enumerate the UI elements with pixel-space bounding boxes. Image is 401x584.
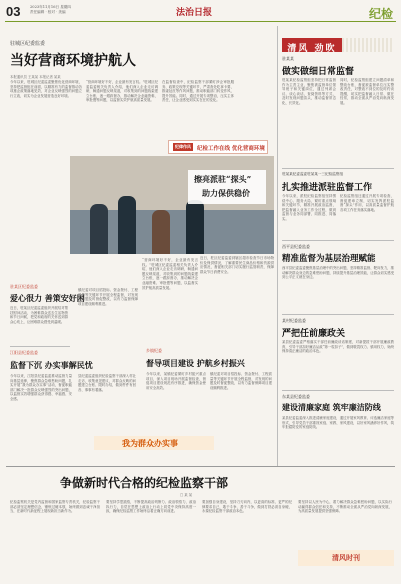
right-divider-2	[282, 240, 394, 241]
right-logo-stripe	[342, 38, 394, 52]
mid-text-1: 今年以来，某镇纪委紧盯乡村振兴重点项目，深入项目现场开展监督检查，督促项目建设规范有序推进，确保资金使用安全高效。	[146, 372, 206, 390]
right-headline-5: 建设清廉家庭 筑牢廉洁防线	[282, 402, 381, 412]
right-kicker-1: 驻某某	[282, 56, 294, 61]
photo-banner-slogan: 纪检工作在线 优化营商环境	[197, 146, 265, 152]
lead-kicker: 驻城区纪委监委	[10, 41, 46, 47]
right-text-4: 某县纪委监委严格落实干部任前廉政谈话制度，对新提拔干部开展廉政教育，引导干部扣好廉洁从政“第一粒扣子”，做到敬畏权力、慎用权力，始终保持清正廉洁的政治本色。	[282, 340, 394, 354]
lead-paragraph-1: 今年以来，驻城区纪委监委聚焦优化营商环境，坚持把监督挺在前面，以精准有力的监督推动各项惠企政策落地见效，对企业反映强烈的问题立行立改，切实为企业发展营造良好环境。	[10, 80, 82, 98]
bottom-rule	[6, 466, 395, 467]
mid-text-upper: 镇纪委对项目招投标、资金拨付、工程质量等关键环节开展全程监督，对发现的问题及时督促整改，以有力监督保障项目建设顺利推进。	[78, 288, 138, 306]
photo-overlay-title: 擦亮派驻“探头”	[194, 174, 252, 184]
left-headline-2: 监督下沉 办实事解民忧	[10, 360, 93, 370]
issue-date: 2023年11月16日 星期四	[30, 5, 71, 9]
photo-overlay-subtitle: 助力保供稳价	[202, 188, 250, 198]
photo-banner	[168, 140, 268, 154]
right-text-2b: 纪检监察组还通过开展专项检查、督促建章立制，切实发挥派驻监督“探头”作用，以高质量监督护航各项工作任务落实落地。	[340, 194, 394, 212]
photo-banner-title: 纪律作风	[175, 144, 191, 149]
left-text-1: 近日，驻某区纪委监委组织开展结对帮扶慰问活动，为困难群众送去生活物资和节日问候，把党和政府的关怀送到群众心坎上，让困难群众感受到温暖。	[10, 306, 68, 324]
header-rule	[5, 21, 396, 22]
page-number: 03	[6, 4, 21, 19]
mid-text-extra: “营商环境好不好，企业最有发言权。”驻城区纪委监委相关负责人介绍，他们深入企业走访调研，畅通问题反映渠道，对收集到的问题线索建立台账，逐一跟踪督办，推动解决企业融资难、审批慢等问题，以监督实效护航高质量发展。	[142, 258, 198, 290]
lead-byline: 本报通讯员 王某某 本报记者 某某	[10, 75, 61, 79]
bottom-col-4: 要坚持以人民为中心，着力解决群众急难愁盼问题，以实际行动赢得群众信任和支持，不断推动全面从严治党向纵深发展，为高质量发展提供坚强保障。	[298, 500, 392, 514]
bottom-col-2: 要坚持学思践悟，不断提高政治判断力、政治领悟力、政治执行力，自觉在思想上政治上行动上同党中央保持高度一致，确保纪检监察工作始终沿着正确方向前进。	[106, 500, 196, 514]
bottom-col-1: 纪检监察机关是党内监督和国家监察专责机关，纪检监察干部必须坚定理想信念，锤炼过硬本领，始终做到忠诚干净担当，在新时代新征程上展现新担当新作为。	[10, 500, 100, 514]
right-headline-2: 扎实推进派驻监督工作	[282, 183, 373, 193]
mid-headline: 督导项目建设 护航乡村振兴	[146, 358, 245, 368]
right-logo: 清风 劲吹	[282, 38, 342, 52]
edition-line: 责任编辑 · 校对 · 美编	[30, 9, 66, 14]
lead-paragraph-3: 在监督检查中，纪检监察干部紧盯涉企审批服务、政策兑现等关键环节，严肃查处吃拿卡要、推诿扯皮等作风问题，推动职能部门转变作风、提升效能。同时，通过开展专项整治，压实主体责任，让企业感受到实实在在的变化。	[162, 80, 234, 103]
promo-band-text: 我为群众办实事	[122, 439, 178, 448]
promo-band	[94, 436, 214, 450]
left-kicker-1: 驻某区纪委监委	[10, 284, 38, 289]
mid-text-2: 镇纪委对项目招投标、资金拨付、工程质量等关键环节开展全程监督，对发现的问题及时督促整改，以有力监督保障项目建设顺利推进。	[210, 372, 272, 390]
right-text-1b: 同时，纪检监察组建立问题清单和整改台账，督促被监督单位压实整改责任，对整改不到位的及时约谈提醒，切实把监督融入日常、做在经常，推动全面从严治党向纵深发展。	[340, 78, 394, 105]
left-divider	[10, 346, 70, 347]
right-divider-4	[282, 390, 394, 391]
right-kicker-3: 西平县纪委监委	[282, 244, 310, 249]
date-line	[30, 5, 110, 14]
left-text-2: 今年以来，江阳县纪委监委推动监督力量向基层延伸，聚焦群众急难愁盼问题，扎实开展“我为群众办实事”活动，督促职能部门解决一批群众反映强烈的突出问题，以监督实效增强群众获得感、幸福感、安全感。	[10, 374, 72, 401]
section-name: 纪检	[368, 7, 393, 21]
bottom-band	[298, 550, 394, 566]
right-headline-3: 精准监督为基层治理赋能	[282, 254, 376, 264]
right-text-2: 今年以来，派驻纪检监察组坚持围绕中心、服务大局，紧盯重点领域和关键环节，精准开展政治监督，把监督融入业务工作全过程，做到监督与业务同部署、同推进、同落实。	[282, 194, 336, 221]
lead-headline: 当好营商环境护航人	[10, 53, 136, 69]
right-kicker-5: 东某县纪委监委	[282, 394, 310, 399]
right-headline-4: 严把任前廉政关	[282, 329, 346, 339]
bottom-headline: 争做新时代合格的纪检监察干部	[60, 476, 229, 490]
bottom-col-3: 要加强自身建设，坚持刀刃向内，以更高的标准、更严的纪律要求自己，敢于斗争、善于斗争，做到打铁必须自身硬，永葆纪检监察干部政治本色。	[202, 500, 292, 514]
right-text-1: 驻某某纪检监察组坚持把日常监督作为主责主业，聚焦被监督单位领导班子和关键岗位，通过列席会议、谈心谈话、查阅资料等方式，及时发现问题苗头，推动监督常态化、长效化。	[282, 78, 336, 105]
right-kicker-4: 某村纪委监委	[282, 318, 306, 323]
right-text-3: 西平县纪委监委聚焦基层治理中的突出问题，坚持精准监督、靶向发力，推动解决群众身边的急难愁盼问题，持续提升基层治理效能，让群众切实感受到公平正义就在身边。	[282, 266, 394, 280]
lead-photo	[70, 156, 274, 254]
right-divider-1	[282, 168, 394, 169]
bottom-band-text: 清风时刊	[332, 554, 360, 562]
right-kicker-2: 驻某某纪委监委驻某某一三纪检监察组	[282, 172, 344, 176]
right-divider-3	[282, 314, 394, 315]
right-text-5: 某县纪委监委深入推进清廉家庭建设，通过开展家风教育、评选廉洁家庭等形式，引导党员干部重视家庭、家教、家风建设，以好家风涵养好作风，筑牢拒腐防变的家庭防线。	[282, 416, 394, 430]
left-kicker-2: 江阳县纪委监委	[10, 350, 38, 355]
left-headline-1: 爱心很力 善策安好困	[10, 293, 85, 303]
photo-caption: 近日，驻区纪委监委到辖区超市检查节日市场物价及保供情况，了解重要民生商品价格和货源供应情况，督促相关部门切实履行监管职责，保障群众节日消费安全。	[200, 256, 274, 274]
column-divider	[277, 26, 278, 466]
mid-kicker: 乡镇纪委	[146, 348, 162, 353]
photo-overlay	[188, 170, 266, 204]
lead-paragraph-2: “营商环境好不好，企业最有发言权。”驻城区纪委监委相关负责人介绍，他们深入企业走访调研，畅通问题反映渠道，对收集到的问题线索建立台账，逐一跟踪督办，推动解决企业融资难、审批慢等问题，以监督实效护航高质量发展。	[86, 80, 158, 103]
newspaper-brand: 法治日报	[176, 8, 213, 18]
left-text-3: 县纪委监委组织纪检监察干部深入村社走访，收集意见建议，对群众反映的问题建立台账、限时办结，做到件件有回音、事事有着落。	[78, 374, 136, 392]
bottom-byline: □ 某 某	[180, 493, 193, 497]
right-headline-1: 做实做细日常监督	[282, 67, 355, 77]
